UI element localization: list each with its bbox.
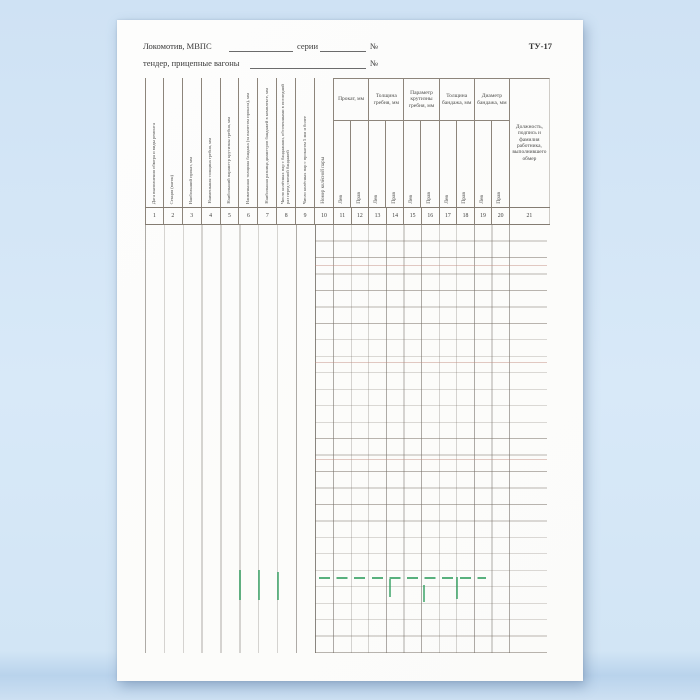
sub-header-right: Прав [496,192,503,204]
col-header-10-wheelset-number: Номер колёсной пары [315,78,334,207]
col-header-5: Наибольший параметр крутизны гребня, мм [221,78,240,207]
column-number-cell: 9 [296,208,315,224]
locomotive-label: Локомотив, МВПС [143,41,212,51]
column-number-cell: 10 [315,208,334,224]
scan-artifact-green-mark [456,577,458,599]
sub-header-left: Лев [369,121,386,207]
blank-line [229,41,293,52]
scan-artifact-green-mark [239,570,241,600]
scan-artifact-red-line [315,362,547,363]
column-number-cell: 19 [475,208,493,224]
scan-artifact-green-dashes [316,577,486,579]
column-number-cell: 20 [492,208,510,224]
col-header-21-signature: Должность, подпись и фамилия работника, выполнившего обмер [510,78,550,207]
column-number-cell: 13 [369,208,387,224]
column-number-cell: 4 [202,208,221,224]
scanned-form-page [117,20,583,681]
blank-line [320,41,366,52]
col-header-8: Число колёсных пар с бандажами, обточенными в последний раз перед сменой бандажей [277,78,296,207]
sub-header-right: Прав [355,192,362,204]
scan-artifact-red-line [315,459,547,460]
scan-artifact-green-mark [277,572,279,600]
scan-artifact-green-mark [423,585,425,602]
column-number-row [145,208,550,225]
measurement-table [145,78,550,653]
sub-header-right: Прав [461,192,468,204]
tender-label: тендер, прицепные вагоны [143,58,240,68]
scan-artifact-red-line [315,265,547,266]
blank-line [250,58,366,69]
sub-header-left: Лев [440,121,457,207]
sub-header-left: Лев [475,121,492,207]
table-body-empty-grid [145,225,550,653]
column-number-cell: 17 [440,208,458,224]
form-code: ТУ-17 [528,41,552,51]
col-header-3: Наибольший прокат, мм [183,78,202,207]
column-number-cell: 8 [277,208,296,224]
number-sign: № [370,58,379,68]
col-header-2: Секция (вагон) [164,78,183,207]
column-number-cell: 18 [457,208,475,224]
column-number-cell: 14 [387,208,405,224]
sub-header-left: Лев [334,121,351,207]
scan-artifact-green-mark [258,570,260,600]
group-header-tyre-diameter: Диаметр бандажа, мм Лев Прав [475,78,510,207]
sub-header-right: Прав [390,192,397,204]
column-number-cell: 21 [510,208,550,224]
column-number-cell: 1 [145,208,164,224]
series-label: серии [297,41,318,51]
column-number-cell: 7 [258,208,277,224]
column-number-cell: 15 [404,208,422,224]
column-number-cell: 2 [164,208,183,224]
column-number-cell: 11 [334,208,352,224]
sub-header-right: Прав [426,192,433,204]
grid-horizontal-rules [315,225,547,653]
col-header-4: Наименьшая толщина гребня, мм [202,78,221,207]
number-sign: № [370,41,379,51]
col-header-9: Число колёсных пар с прокатом 5 мм и более [296,78,315,207]
col-header-1: Дата выполнения обмера и виды ремонта [145,78,164,207]
group-header-tyre-thickness: Толщина бандажа, мм Лев Прав [440,78,475,207]
left-columns-vertical-rules [145,225,316,653]
sub-header-left: Лев [404,121,421,207]
group-header-prokat: Прокат, мм Лев Прав [334,78,369,207]
group-header-flange-steepness: Параметр крутизны гребня, мм Лев Прав [404,78,439,207]
column-number-cell: 12 [352,208,370,224]
col-header-6: Наименьшая толщина бандажа (за вычетом проката), мм [239,78,258,207]
col-header-7: Наибольшая разница диаметров бандажей в комплекте, мм [258,78,277,207]
column-number-cell: 6 [239,208,258,224]
table-header-row [145,78,550,208]
column-number-cell: 5 [221,208,240,224]
group-header-flange-thickness: Толщина гребня, мм Лев Прав [369,78,404,207]
column-number-cell: 3 [183,208,202,224]
column-number-cell: 16 [422,208,440,224]
scan-artifact-green-mark [389,579,391,597]
